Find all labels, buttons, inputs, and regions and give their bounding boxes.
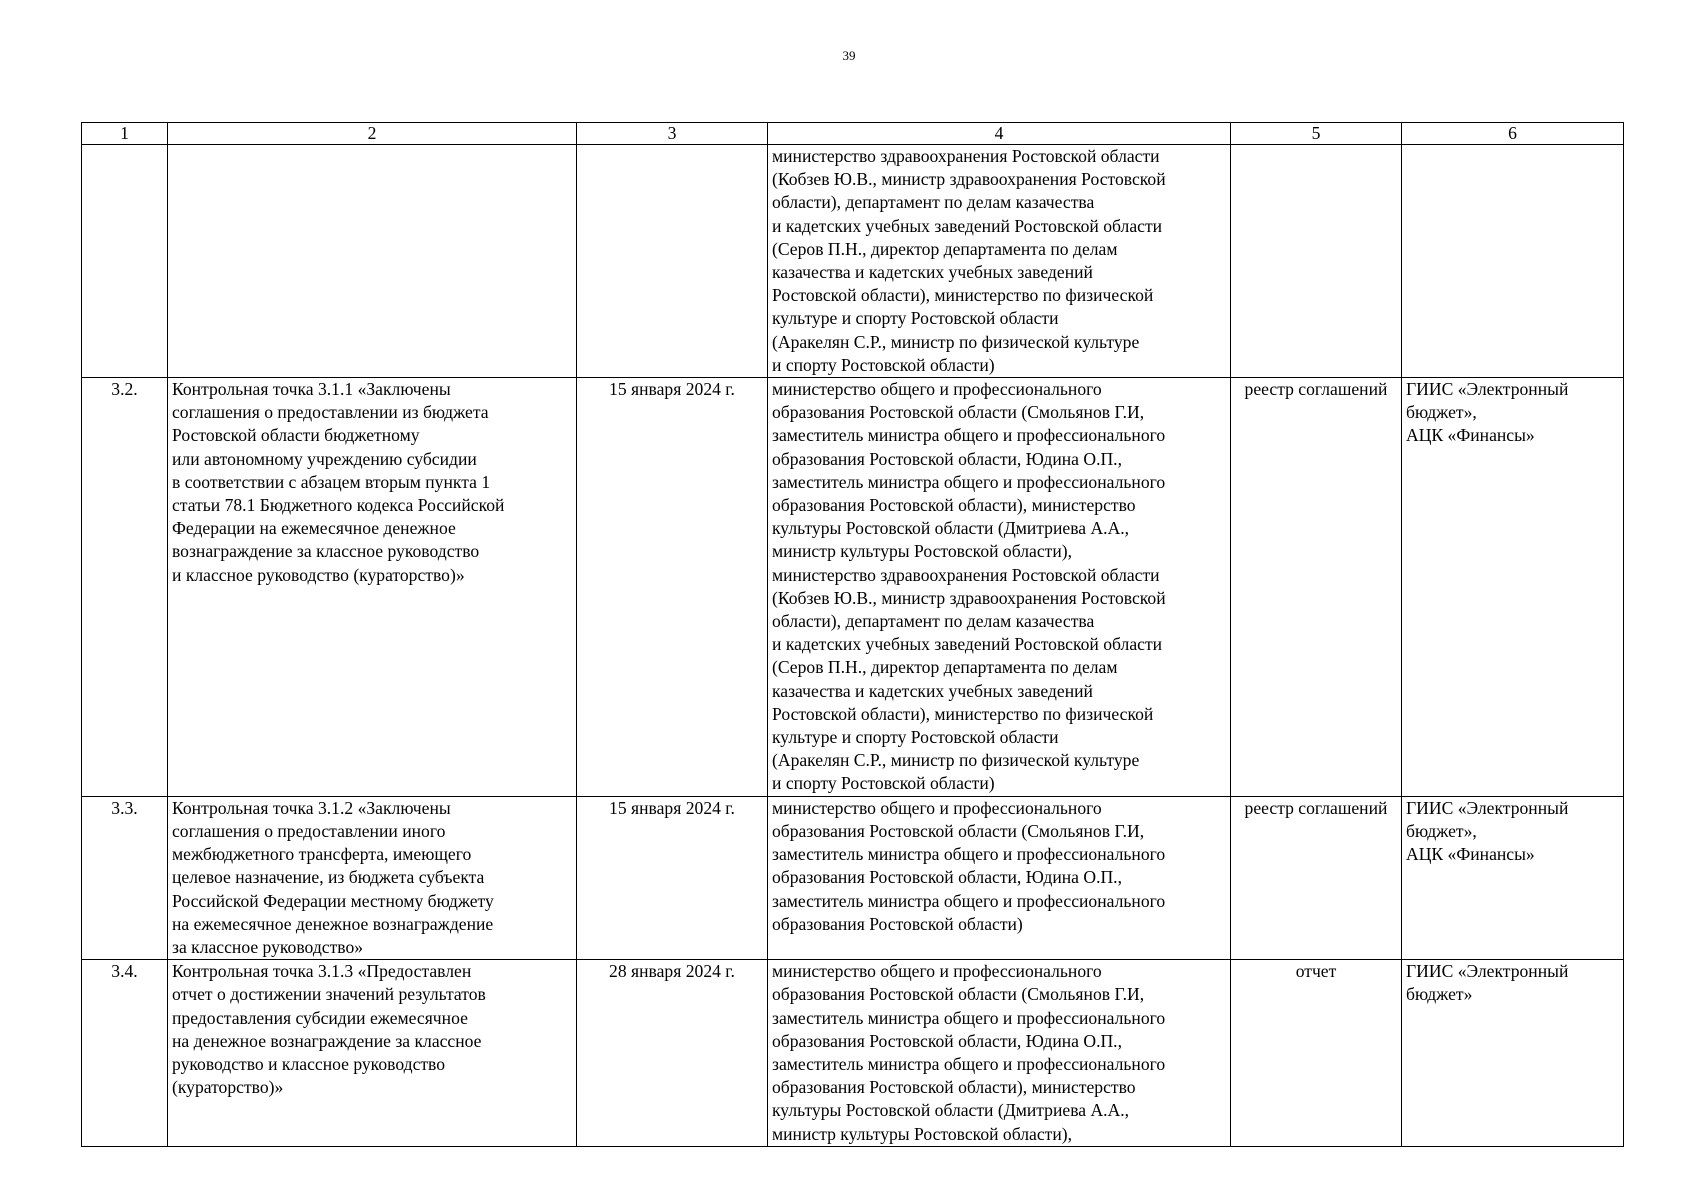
header-col-2: 2 [168,123,577,145]
information-system-cell [1402,960,1624,1147]
header-col-3: 3 [577,123,768,145]
cell-line: министерство общего и профессионального [772,961,1102,982]
cell-line: заместитель министра общего и профессионального [772,471,1166,492]
cell-line: заместитель министра общего и профессионального [772,1053,1166,1074]
header-col-4: 4 [768,123,1231,145]
cell-line: культуры Ростовской области (Дмитриева А.А., [772,1100,1130,1121]
cell-line: Ростовской области), министерство по физической [772,285,1154,306]
cell-line: межбюджетного трансферта, имеющего [172,844,472,865]
table-body [82,145,1624,1147]
cell-line: культуре и спорту Ростовской области [772,727,1059,748]
document-type-cell: реестр соглашений [1231,796,1402,959]
cell-line: и спорту Ростовской области) [772,354,995,375]
cell-line: (Кобзев Ю.В., министр здравоохранения Ростовской [772,587,1166,608]
deadline-date-cell: 28 января 2024 г. [577,960,768,1147]
cell-line: и спорту Ростовской области) [772,773,995,794]
cell-line: заместитель министра общего и профессионального [772,890,1166,911]
cell-line: бюджет», [1406,820,1477,841]
cell-line: и классное руководство (кураторство)» [172,564,465,585]
document-type-cell: отчет [1231,960,1402,1147]
cell-line: министерство общего и профессионального [772,379,1102,400]
control-point-name-cell [168,378,577,797]
cell-line: Контрольная точка 3.1.2 «Заключены [172,797,451,818]
cell-line: заместитель министра общего и профессионального [772,1007,1166,1028]
cell-line: министерство здравоохранения Ростовской области [772,146,1160,166]
cell-line: министерство общего и профессионального [772,797,1102,818]
cell-line: заместитель министра общего и профессионального [772,425,1166,446]
header-col-1: 1 [82,123,168,145]
table-header-row [82,123,1624,145]
row-number-cell: 3.3. [82,796,168,959]
header-col-5: 5 [1231,123,1402,145]
cell-line: министерство здравоохранения Ростовской области [772,564,1160,585]
cell-line: ГИИС «Электронный [1406,379,1569,400]
responsible-cell [768,145,1231,378]
cell-line: Контрольная точка 3.1.3 «Предоставлен [172,961,472,982]
control-point-name-cell [168,145,577,378]
information-system-cell [1402,378,1624,797]
cell-line: и кадетских учебных заведений Ростовской области [772,634,1163,655]
cell-line: руководство и классное руководство [172,1053,446,1074]
cell-line: целевое назначение, из бюджета субъекта [172,867,485,888]
cell-line: или автономному учреждению субсидии [172,448,477,469]
responsible-cell [768,378,1231,797]
cell-line: АЦК «Финансы» [1406,844,1535,865]
table-row [82,145,1624,378]
cell-line: (Кобзев Ю.В., министр здравоохранения Ростовской [772,169,1166,190]
cell-line: (кураторство)» [172,1077,284,1098]
cell-line: на денежное вознаграждение за классное [172,1030,482,1051]
cell-line: культуры Ростовской области (Дмитриева А.А., [772,518,1130,539]
cell-line: отчет о достижении значений результатов [172,984,486,1005]
cell-line: АЦК «Финансы» [1406,425,1535,446]
cell-line: образования Ростовской области (Смольянов Г.И, [772,402,1145,423]
cell-line: (Серов П.Н., директор департамента по делам [772,238,1118,259]
cell-line: культуре и спорту Ростовской области [772,308,1059,329]
cell-line: министр культуры Ростовской области), [772,541,1073,562]
deadline-date-cell: 15 января 2024 г. [577,378,768,797]
page-number: 39 [842,48,856,63]
information-system-cell [1402,796,1624,959]
cell-line: Ростовской области), министерство по физической [772,703,1154,724]
cell-line: бюджет», [1406,402,1477,423]
cell-line: в соответствии с абзацем вторым пункта 1 [172,471,491,492]
cell-line: предоставления субсидии ежемесячное [172,1007,468,1028]
cell-line: соглашения о предоставлении иного [172,820,446,841]
cell-line: за классное руководство» [172,936,364,957]
cell-line: ГИИС «Электронный [1406,797,1569,818]
cell-line: Ростовской области бюджетному [172,425,420,446]
document-type-cell [1231,145,1402,378]
cell-line: образования Ростовской области, Юдина О.П., [772,448,1122,469]
row-number-cell [82,145,168,378]
cell-line: образования Ростовской области, Юдина О.П., [772,1030,1122,1051]
responsible-cell [768,796,1231,959]
cell-line: казачества и кадетских учебных заведений [772,680,1093,701]
row-number-cell: 3.4. [82,960,168,1147]
deadline-date-cell [577,145,768,378]
control-point-name-cell [168,960,577,1147]
cell-line: (Аракелян С.Р., министр по физической культуре [772,331,1140,352]
cell-line: области), департамент по делам казачества [772,192,1095,213]
cell-line: (Серов П.Н., директор департамента по делам [772,657,1118,678]
control-points-table [81,122,1624,1147]
document-type-cell: реестр соглашений [1231,378,1402,797]
cell-line: образования Ростовской области (Смольянов Г.И, [772,820,1145,841]
cell-line: образования Ростовской области) [772,913,1023,934]
cell-line: министр культуры Ростовской области), [772,1123,1073,1144]
cell-line: заместитель министра общего и профессионального [772,844,1166,865]
information-system-cell [1402,145,1624,378]
responsible-cell [768,960,1231,1147]
table-row [82,378,1624,797]
header-col-6: 6 [1402,123,1624,145]
cell-line: соглашения о предоставлении из бюджета [172,402,489,423]
cell-line: ГИИС «Электронный [1406,961,1569,982]
cell-line: статьи 78.1 Бюджетного кодекса Российской [172,495,505,516]
cell-line: образования Ростовской области), министерство [772,1077,1136,1098]
table-row [82,960,1624,1147]
cell-line: и кадетских учебных заведений Ростовской области [772,215,1163,236]
cell-line: Федерации на ежемесячное денежное [172,518,456,539]
cell-line: казачества и кадетских учебных заведений [772,262,1093,283]
cell-line: Контрольная точка 3.1.1 «Заключены [172,379,451,400]
deadline-date-cell: 15 января 2024 г. [577,796,768,959]
cell-line: образования Ростовской области, Юдина О.П., [772,867,1122,888]
cell-line: на ежемесячное денежное вознаграждение [172,913,494,934]
row-number-cell: 3.2. [82,378,168,797]
cell-line: (Аракелян С.Р., министр по физической культуре [772,750,1140,771]
cell-line: области), департамент по делам казачества [772,611,1095,632]
cell-line: образования Ростовской области (Смольянов Г.И, [772,984,1145,1005]
cell-line: бюджет» [1406,984,1473,1005]
cell-line: Российской Федерации местному бюджету [172,890,494,911]
cell-line: вознаграждение за классное руководство [172,541,480,562]
control-point-name-cell [168,796,577,959]
cell-line: образования Ростовской области), министерство [772,495,1136,516]
table-row [82,796,1624,959]
